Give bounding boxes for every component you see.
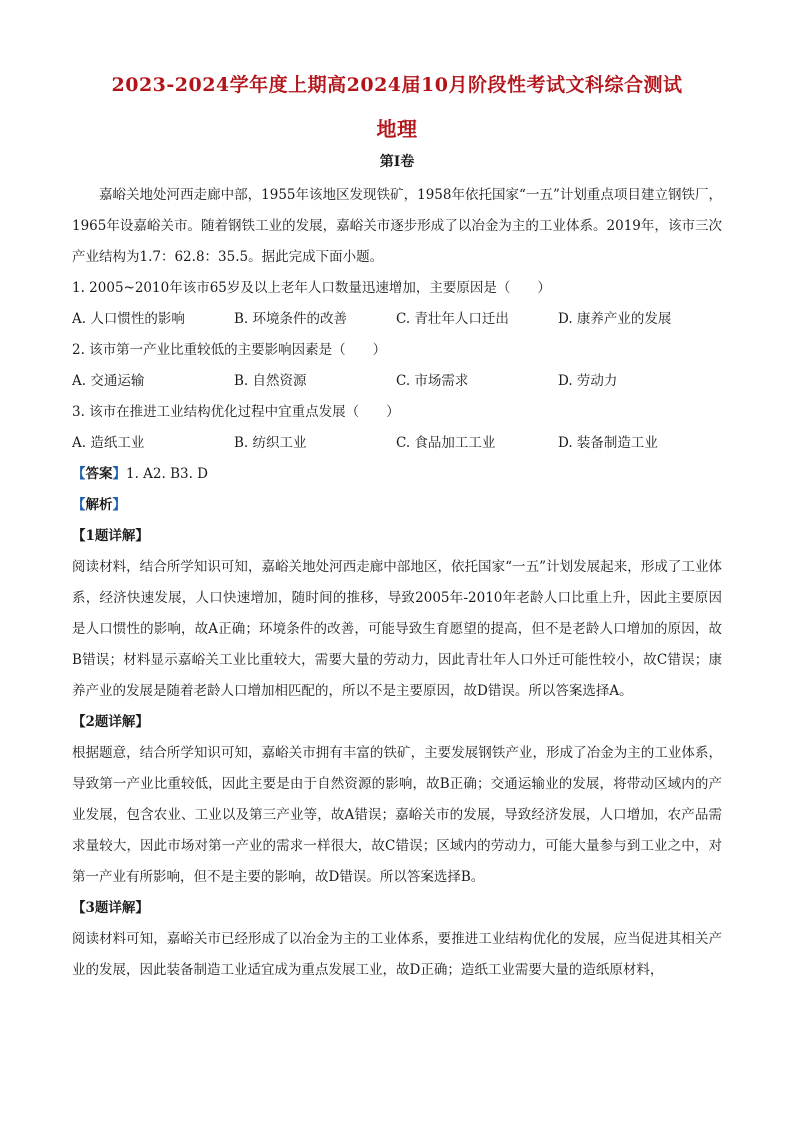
document-subject: 地理 [376,117,418,141]
option: C. 食品加工工业 [396,435,496,451]
option: A. 造纸工业 [72,435,145,451]
option: B. 纺织工业 [234,435,307,451]
question-stem: 2. 该市第一产业比重较低的主要影响因素是（ ） [72,342,387,358]
volume-label: 第Ⅰ卷 [379,154,415,170]
option: D. 装备制造工业 [558,435,658,451]
option: D. 康养产业的发展 [558,311,672,327]
detail-heading: 【3题详解】 [72,900,149,916]
intro-paragraph: 嘉峪关地处河西走廊中部，1955年该地区发现铁矿，1958年依托国家“一五”计划重点项目建立钢铁厂，1965年设嘉峪关市。随着钢铁工业的发展，嘉峪关市逐步形成了以冶金为主的工业体系。2019年，该市三次产业结构为1.7：62.8：35.5。据此完成下面小题。 [72,187,722,265]
analysis-label: 解析 [85,497,113,513]
answer-line [72,459,722,490]
option: A. 人口惯性的影响 [72,311,185,327]
detail-paragraph: 阅读材料，结合所学知识可知，嘉峪关地处河西走廊中部地区，依托国家“一五”计划发展起来，形成了工业体系，经济快速发展，人口快速增加，随时间的推移，导致2005年-2010年老龄人口比重上升，因此主要原因是人口惯性的影响，故A正确；环境条件的改善，可能导致生育愿望的提高，但不是老龄人口增加的原因，故B错误；材料显示嘉峪关工业比重较大，需要大量的劳动力，因此青壮年人口外迁可能性较小，故C错误；康养产业的发展是随着老龄人口增加相匹配的，所以不是主要原因，故D错误。所以答案选择A。 [72,559,722,699]
option: D. 劳动力 [558,373,618,389]
analysis-bracket-close: 】 [112,497,126,513]
answer-bracket-open: 【 [72,466,86,482]
detail-heading: 【2题详解】 [72,714,149,730]
answer-label: 答案 [85,466,113,482]
document-body [72,180,722,986]
option: C. 市场需求 [396,373,469,389]
answer-bracket-close: 】 [112,466,126,482]
answer-text: 1. A2. B3. D [126,466,209,482]
question-stem: 1. 2005~2010年该市65岁及以上老年人口数量迅速增加，主要原因是（ ） [72,280,551,296]
question-stem: 3. 该市在推进工业结构优化过程中宜重点发展（ ） [72,404,400,420]
document-title: 2023-2024学年度上期高2024届10月阶段性考试文科综合测试 [111,74,683,96]
option: B. 自然资源 [234,373,307,389]
analysis-heading [72,490,722,521]
analysis-bracket-open: 【 [72,497,86,513]
detail-paragraph: 根据题意，结合所学知识可知，嘉峪关市拥有丰富的铁矿，主要发展钢铁产业，形成了冶金为主的工业体系，导致第一产业比重较低，因此主要是由于自然资源的影响，故B正确；交通运输业的发展，将带动区域内的产业发展，包含农业、工业以及第三产业等，故A错误；嘉峪关市的发展，导致经济发展，人口增加，农产品需求量较大，因此市场对第一产业的需求一样很大，故C错误；区域内的劳动力，可能大量参与到工业之中，对第一产业有所影响，但不是主要的影响，故D错误。所以答案选择B。 [72,745,722,885]
option-row [72,366,722,397]
option: A. 交通运输 [72,373,145,389]
detail-heading: 【1题详解】 [72,528,149,544]
option: C. 青壮年人口迁出 [396,311,509,327]
option: B. 环境条件的改善 [234,311,348,327]
detail-paragraph: 阅读材料可知，嘉峪关市已经形成了以冶金为主的工业体系，要推进工业结构优化的发展，应当促进其相关产业的发展，因此装备制造工业适宜成为重点发展工业，故D正确；造纸工业需要大量的造纸原材料， [72,931,722,978]
option-row [72,304,722,335]
option-row [72,428,722,459]
